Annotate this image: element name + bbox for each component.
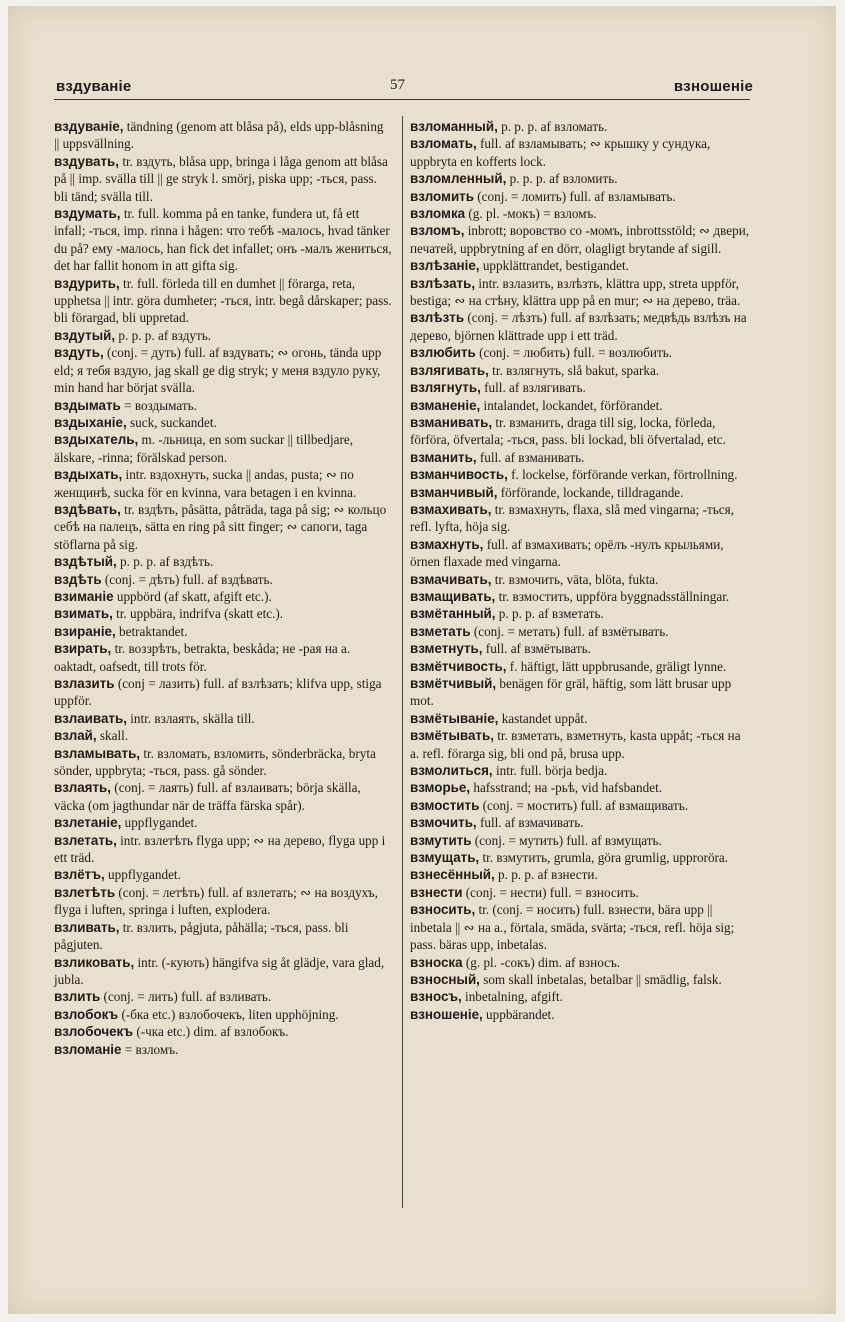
definition: uppklättrandet, bestigandet. [482,258,629,274]
dictionary-entry [54,571,392,588]
definition: tr. full. komma på en tanke, fundera ut, få ett infall; -ться, imp. rinna i hågen: что тебѣ -малось, hvad tänker du på? ему -малось, han fick det infallet; онъ -малъ жениться, det har fallit honom in att gifta sig. [54,206,392,274]
definition: tr. взломать, взломить, sönderbräcka, bryta sönder, uppbryta; -ться, pass. gå sönder. [54,745,376,779]
headword: взманить, [410,449,477,465]
right-column [410,118,750,1023]
headword: взношенie, [410,1006,483,1022]
headword: взмущать, [410,850,480,866]
dictionary-entry [410,188,750,205]
headword: взломанный, [410,119,498,134]
definition: uppflygandet. [124,815,198,831]
headword: взломанie [54,1041,122,1057]
headword: взломленный, [410,171,507,187]
definition: tändning (genom att blåsa på), elds upp-blåsning || uppsvällning. [54,119,384,152]
dictionary-entry [54,1006,392,1023]
definition: (conj. = нести) full. = взносить. [465,884,639,900]
dictionary-entry [54,710,392,727]
dictionary-entry [410,658,750,675]
dictionary-entry [410,379,750,396]
definition: tr. взмочить, väta, blöta, fukta. [494,571,659,587]
dictionary-entry [410,1006,750,1023]
definition: p. p. p. af вздуть. [118,327,212,343]
headword: вздувать, [54,153,120,169]
headword: взлѣзанie, [410,258,480,274]
headword: взиранie, [54,623,116,639]
definition: tr. взлить, pågjuta, påhälla; -ться, pass. bli pågjuten. [54,919,349,953]
dictionary-entry [54,466,392,501]
headword: взнесённый, [410,867,495,883]
dictionary-entry [54,640,392,675]
headword: вздыхать, [54,467,123,483]
dictionary-entry [410,449,750,466]
headword: взмахивать, [410,501,492,517]
dictionary-entry [410,397,750,414]
dictionary-entry [410,257,750,274]
definition: full. af взмачивать. [479,815,584,831]
dictionary-entry [54,153,392,205]
headword: взмащивать, [410,588,496,604]
headword: взносить, [410,902,476,918]
headword: вздыханie, [54,414,127,430]
dictionary-entry [54,1023,392,1040]
header-left-guide-word: вздуванie [56,78,132,95]
dictionary-entry [54,727,392,744]
headword: взлить [54,989,101,1005]
definition: full. af взманивать. [479,449,585,465]
dictionary-entry [410,222,750,257]
definition: tr. взлягнуть, slå bakut, sparka. [492,362,660,378]
definition: full. af взламывать; ∾ крышку у сундука, uppbryta en kofferts lock. [410,136,711,169]
definition: (conj. = летѣть) full. af взлетать; ∾ на воздухъ, flyga i luften, springa i luften, explodera. [54,884,378,918]
headword: взиманie [54,588,114,604]
headword: взнести [410,884,463,900]
headword: вздурить, [54,275,120,291]
definition: (conj. = мостить) full. af взмащивать. [482,797,689,813]
dictionary-entry [54,779,392,814]
definition: (conj. = дуть) full. af вздувать; ∾ огонь, tända upp eld; я тебя вздую, jag skall ge dig stryk; у меня вздуло руку, min hand har börjat svälla. [54,345,382,396]
definition: tr. взмостить, uppföra byggnadsställningar. [498,588,730,604]
dictionary-entry [410,501,750,536]
definition: p. p. p. af взнести. [498,867,598,883]
definition: (g. pl. -сокъ) dim. af взносъ. [465,954,621,970]
dictionary-entry [410,710,750,727]
headword: взлягнуть, [410,380,481,396]
headword: взимать, [54,606,113,622]
definition: full. af взлягивать. [484,380,586,396]
headword: взманчивый, [410,484,498,500]
dictionary-entry [410,605,750,622]
definition: full. af взмётывать. [485,641,591,657]
definition: (conj. = метать) full. af взмётывать. [473,623,669,639]
header-right-guide-word: взношенie [673,78,753,95]
dictionary-entry [54,675,392,710]
headword: взлетанie, [54,815,122,831]
definition: tr. взманить, draga till sig, locka, förleda, förföra, öfvertala; -ться, pass. bli lockad, bli öfvertalad, etc. [410,414,726,448]
definition: tr. взмахнуть, flaxa, slå med vingarna; -ться, refl. lyfta, höja sig. [410,501,735,535]
headword: вздумать, [54,206,121,222]
dictionary-entry [410,762,750,779]
definition: kastandet uppåt. [501,710,588,726]
dictionary-entry [410,832,750,849]
definition: intr. (-кують) hängifva sig åt glädje, vara glad, jubla. [54,954,385,987]
dictionary-entry [410,640,750,657]
dictionary-entry [410,170,750,187]
definition: (conj = лазить) full. af взлѣзать; klifva upp, stiga uppför. [54,676,382,709]
definition: (g. pl. -мокъ) = взломъ. [468,206,597,222]
definition: f. häftigt, lätt uppbrusande, gräligt lynne. [509,658,727,674]
headword: взлетать, [54,832,117,848]
headword: взликовать, [54,954,135,970]
dictionary-entry [410,118,750,135]
definition: tr. взметать, взметнуть, kasta uppåt; -ться на a. refl. förarga sig, bli ond på, brusa upp. [410,728,741,761]
headword: взлетѣть [54,884,116,900]
headword: взмётчивость, [410,658,507,674]
definition: intalandet, lockandet, förförandet. [483,397,663,413]
dictionary-entry [54,275,392,327]
definition: hafsstrand; на -рьѣ, vid hafsbandet. [473,780,663,796]
dictionary-entry [410,414,750,449]
headword: взносъ, [410,989,462,1005]
headword: вздутый, [54,327,116,343]
definition: inbrott; воровство со -момъ, inbrottsstöld; ∾ двери, печатей, uppbrytning af en dörr, olagligt brytande af sigill. [410,223,750,256]
dictionary-entry [410,466,750,483]
headword: взманивать, [410,414,493,430]
headword: вздуть, [54,345,104,361]
headword: взмётывать, [410,728,494,744]
definition: p. p. p. af взметать. [498,606,604,622]
dictionary-entry [410,135,750,170]
definition: tr. uppbära, indrifva (skatt etc.). [116,606,284,622]
dictionary-entry [54,1041,392,1058]
definition: (conj. = дѣть) full. af вздѣвать. [104,571,273,587]
dictionary-entry [410,205,750,222]
definition: tr. воззрѣть, betrakta, beskåda; не -рая на a. oaktadt, oafsedt, till trots för. [54,641,351,674]
definition: inbetalning, afgift. [465,989,563,1005]
dictionary-entry [410,275,750,310]
dictionary-entry [54,866,392,883]
headword: взморье, [410,780,471,796]
headword: вздѣтый, [54,554,117,570]
definition: (-бка etc.) взлобочекъ, liten upphöjning. [121,1006,339,1022]
headword: взметнуть, [410,641,483,657]
definition: tr. full. förleda till en dumhet || förarga, reta, upphetsa || intr. göra dumheter; -ться, intr. begå dårskaper; pass. bli förargad, bli uppretad. [54,275,392,326]
definition: intr. взлазить, взлѣзть, klättra upp, streta uppför, bestiga; ∾ на стѣну, klättra upp på en mur; ∾ на дерево, träa. [410,275,741,309]
dictionary-entry [410,971,750,988]
definition: tr. (conj. = носить) full. взнести, bära upp || inbetala || ∾ на a., förtala, smäda, svärta; -ться, refl. höja sig; pass. bäras upp, inbetalas. [410,902,735,953]
dictionary-entry [54,988,392,1005]
definition: p. p. p. af взломить. [509,171,618,187]
headword: взливать, [54,919,120,935]
headword: взлѣзать, [410,275,476,291]
dictionary-entry [54,832,392,867]
dictionary-entry [54,605,392,622]
dictionary-entry [54,814,392,831]
definition: p. p. p. af вздѣть. [120,554,214,570]
definition: betraktandet. [119,623,188,639]
dictionary-entry [410,309,750,344]
headword: взманчивость, [410,467,508,483]
column-divider [402,116,403,1208]
headword: взлюбить [410,345,476,361]
definition: som skall inbetalas, betalbar || smädlig, falsk. [483,971,722,987]
headword: вздуванie, [54,119,124,134]
definition: (-чка etc.) dim. af взлобокъ. [136,1024,289,1040]
dictionary-entry [410,779,750,796]
dictionary-entry [54,553,392,570]
dictionary-entry [410,954,750,971]
dictionary-entry [54,954,392,989]
definition: (conj. = ломить) full. af взламывать. [477,188,676,204]
headword: взлётъ, [54,867,105,883]
headword: взломать, [410,136,477,152]
definition: förförande, lockande, tilldragande. [500,484,684,500]
dictionary-entry [410,362,750,379]
headword: взломка [410,206,466,222]
definition: uppflygandet. [108,867,181,883]
definition: (conj. = любить) full. = возлюбить. [479,345,673,361]
definition: (conj. = лить) full. af взливать. [103,989,272,1005]
headword: взмутить [410,832,472,848]
headword: вздымать [54,397,121,413]
dictionary-entry [54,118,392,153]
definition: suck, suckandet. [130,414,217,430]
headword: взмолиться, [410,763,493,779]
dictionary-entry [54,501,392,553]
definition: intr. взлаять, skälla till. [130,710,255,726]
definition: skall. [99,728,129,744]
dictionary-entry [410,484,750,501]
definition: uppbärandet. [486,1006,555,1022]
headword: взлягивать, [410,362,489,378]
headword: взмётчивый, [410,676,497,691]
headword: взноска [410,954,463,970]
dictionary-entry [410,344,750,361]
dictionary-entry [410,571,750,588]
headword: взмостить [410,797,480,813]
dictionary-entry [410,727,750,762]
dictionary-entry [410,675,750,710]
dictionary-entry [54,414,392,431]
dictionary-entry [54,205,392,275]
page-number: 57 [390,77,405,93]
dictionary-entry [54,431,392,466]
dictionary-entry [54,884,392,919]
headword: взломить [410,188,474,204]
dictionary-entry [410,884,750,901]
definition: m. -льница, en som suckar || tillbedjare, älskare, -rinna; förälskad person. [54,432,354,465]
headword: вздѣть [54,571,102,587]
headword: взломъ, [410,223,465,239]
headword: взлай, [54,728,97,744]
dictionary-entry [410,623,750,640]
dictionary-entry [54,327,392,344]
dictionary-entry [410,849,750,866]
definition: tr. вздуть, blåsa upp, bringa i låga genom att blåsa på || imp. svälla till || ge stryk l. smörj, piska upp; -ться, pass. bli tänd; svälla till. [54,153,388,204]
definition: uppbörd (af skatt, afgift etc.). [116,588,272,604]
dictionary-entry [410,588,750,605]
headword: взмочить, [410,815,477,831]
dictionary-entry [54,745,392,780]
headword: взламывать, [54,745,141,761]
headword: взлаять, [54,780,111,796]
definition: p. p. p. af взломать. [501,119,608,134]
headword: взмётанный, [410,606,496,622]
dictionary-entry [54,397,392,414]
definition: full. af взмахивать; орёлъ -нулъ крыльями, örnen flaxade med vingarna. [410,536,724,570]
definition: benägen för gräl, häftig, som lätt brusar upp mot. [410,676,732,709]
definition: (conj. = лѣзть) full. af взлѣзать; медвѣдь взлѣзъ на дерево, björnen klättrade upp i ett träd. [410,310,747,343]
dictionary-entry [410,988,750,1005]
headword: взлазить [54,676,115,691]
headword: взметать [410,623,471,639]
definition: intr. вздохнуть, sucka || andas, pusta; ∾ по женщинѣ, sucka för en kvinna, vara betagen i en kvinna. [54,467,357,500]
definition: tr. вздѣть, påsätta, påträda, taga på sig; ∾ кольцо себѣ на палецъ, sätta en ring på sitt finger; ∾ сапоги, taga stöflarna på sig. [54,501,387,552]
headword: взмётыванie, [410,710,499,726]
dictionary-entry [54,623,392,640]
dictionary-entry [410,866,750,883]
headword: вздыхатель, [54,432,139,448]
dictionary-entry [410,536,750,571]
headword: взирать, [54,641,112,657]
left-column [54,118,392,1058]
dictionary-entry [410,901,750,953]
dictionary-entry [410,797,750,814]
dictionary-entry [54,344,392,396]
definition: = воздымать. [124,397,197,413]
headword: взмачивать, [410,571,492,587]
headword: взлѣзть [410,310,465,326]
headword: взлобочекъ [54,1024,134,1040]
headword: взносный, [410,971,480,987]
dictionary-entry [54,588,392,605]
headword: взлаивать, [54,710,127,726]
definition: f. lockelse, förförande verkan, förtrollning. [511,467,738,483]
definition: tr. взмутить, grumla, göra grumlig, upproröra. [482,850,729,866]
dictionary-entry [410,814,750,831]
headword: взмахнуть, [410,536,484,552]
definition: intr. взлетѣть flyga upp; ∾ на дерево, flyga upp i ett träd. [54,832,386,866]
dictionary-entry [54,919,392,954]
headword: взлобокъ [54,1006,119,1022]
header-rule [54,99,750,100]
definition: intr. full. börja bedja. [495,763,608,779]
definition: (conj. = лаять) full. af взлаивать; börja skälla, väcka (om jagthundar när de träffa färska spår). [54,780,361,813]
definition: (conj. = мутить) full. af взмущать. [474,832,662,848]
definition: = взломъ. [124,1041,179,1057]
headword: взманенie, [410,397,481,413]
headword: вздѣвать, [54,501,121,517]
